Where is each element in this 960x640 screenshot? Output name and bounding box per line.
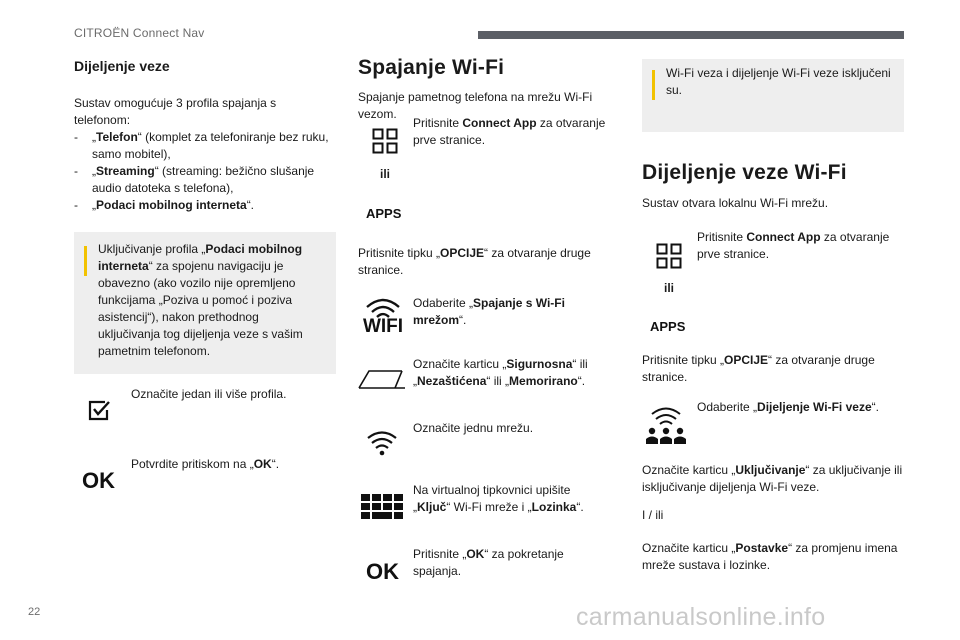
page-number: 22 xyxy=(28,606,41,618)
wifi-button-icon xyxy=(361,297,405,337)
ok-button-icon: OK xyxy=(366,559,399,584)
wifi-hotspot-users-icon xyxy=(646,405,686,445)
select-wifi-connection: Odaberite „Spajanje s Wi-Fi mrežom“. xyxy=(413,296,565,327)
apps-button-icon: APPS xyxy=(650,319,686,334)
or-label: ili xyxy=(664,281,675,295)
connect-app-grid-icon xyxy=(656,243,682,269)
note-accent-bar xyxy=(652,70,655,100)
select-security-tab: Označite karticu „Sigurnosna“ ili „Nezaštićena“ ili „Memorirano“. xyxy=(413,357,588,388)
header-title: CITROËN Connect Nav xyxy=(74,26,205,40)
wifi-connect-intro: Spajanje pametnog telefona na mrežu Wi-Fi vezom. xyxy=(358,90,593,121)
enter-key-password: Na virtualnoj tipkovnici upišite „Ključ“ Wi-Fi mreže i „Lozinka“. xyxy=(413,483,584,514)
note-accent-bar xyxy=(84,246,87,276)
checkbox-icon xyxy=(88,399,112,421)
step-select-profiles: Označite jedan ili više profila. xyxy=(131,387,287,401)
info-note-box xyxy=(642,59,904,132)
list-item: - „Telefon“ (komplet za telefoniranje bez ruku, samo mobitel), xyxy=(74,130,329,161)
wifi-signal-icon xyxy=(366,430,398,456)
section-heading-sharing: Dijeljenje veze xyxy=(74,58,170,74)
tab-shape-icon xyxy=(358,369,406,389)
step-confirm-ok: Potvrdite pritiskom na „OK“. xyxy=(131,457,280,471)
section-heading-wifi-sharing: Dijeljenje veze Wi-Fi xyxy=(642,161,847,184)
watermark: carmanualsonline.info xyxy=(576,603,826,631)
keyboard-icon xyxy=(361,494,403,520)
list-item: - „Podaci mobilnog interneta“. xyxy=(74,198,255,212)
press-options: Pritisnite tipku „OPCIJE“ za otvaranje druge stranice. xyxy=(642,353,875,384)
select-network: Označite jednu mrežu. xyxy=(413,421,534,435)
wifi-icon-label: WIFI xyxy=(362,316,404,337)
select-enable-tab: Označite karticu „Uključivanje“ za uključivanje ili isključivanje dijeljenja Wi-Fi veze. xyxy=(642,463,903,494)
select-settings-tab: Označite karticu „Postavke“ za promjenu imena mreže sustava i lozinke. xyxy=(642,541,898,572)
wifi-sharing-intro: Sustav otvara lokalnu Wi-Fi mrežu. xyxy=(642,196,829,210)
list-item: - „Streaming“ (streaming: bežično slušanje audio datoteka s telefona), xyxy=(74,164,315,195)
wifi-off-note: Wi-Fi veza i dijeljenje Wi-Fi veze isključeni su. xyxy=(666,66,891,97)
select-wifi-sharing: Odaberite „Dijeljenje Wi-Fi veze“. xyxy=(697,400,879,414)
header-bar xyxy=(478,31,904,39)
press-connect-app: Pritisnite Connect App za otvaranje prve stranice. xyxy=(413,116,606,147)
press-ok-connect: Pritisnite „OK“ za pokretanje spajanja. xyxy=(413,547,564,578)
or-label: ili xyxy=(380,167,391,181)
press-options: Pritisnite tipku „OPCIJE“ za otvaranje druge stranice. xyxy=(358,246,591,277)
and-or-label: I / ili xyxy=(642,508,664,522)
profile-list xyxy=(74,129,329,214)
sharing-intro: Sustav omogućuje 3 profila spajanja s telefonom: xyxy=(74,96,277,127)
press-connect-app: Pritisnite Connect App za otvaranje prve stranice. xyxy=(697,230,890,261)
info-note-text: Uključivanje profila „Podaci mobilnog interneta“ za spojenu navigaciju je obavezno (ako vozilo nije opremljeno funkcijama „Poziva u pomoć i poziva asistencij“), nakon prethodnog uključivanja tog dijeljenja veze s vašim pametnim telefonom. xyxy=(98,242,303,358)
connect-app-grid-icon xyxy=(372,128,398,154)
section-heading-wifi-connect: Spajanje Wi-Fi xyxy=(358,56,505,79)
info-note-box xyxy=(74,232,336,374)
ok-button-icon: OK xyxy=(82,468,115,493)
apps-button-icon: APPS xyxy=(366,206,402,221)
